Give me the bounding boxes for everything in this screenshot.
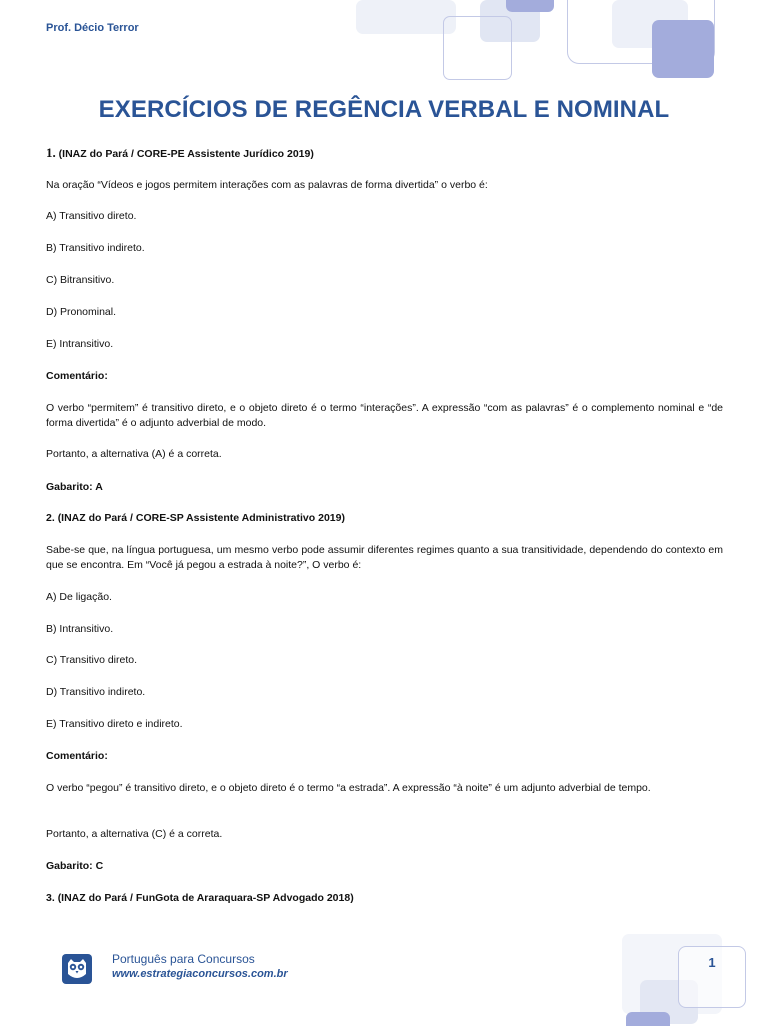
question-statement: Na oração “Vídeos e jogos permitem interações com as palavras de forma divertida” o verbo é:: [46, 179, 488, 191]
footer-url-link[interactable]: www.estrategiaconcursos.com.br: [112, 968, 288, 980]
option-item: C) Bitransitivo.: [46, 274, 115, 286]
option-item: B) Intransitivo.: [46, 623, 114, 635]
answer-key: Gabarito: C: [46, 860, 104, 872]
question-number: 1.: [46, 145, 56, 160]
header-decoration-accent: [652, 20, 714, 78]
header-decoration-block: [356, 0, 456, 34]
question-heading: [46, 145, 314, 162]
option-item: A) De ligação.: [46, 591, 112, 603]
option-item: A) Transitivo direto.: [46, 210, 137, 222]
owl-logo-icon: [62, 954, 92, 984]
footer-brand: Português para Concursos: [112, 952, 255, 966]
conclusion-text: Portanto, a alternativa (A) é a correta.: [46, 448, 222, 460]
question-source: (INAZ do Pará / CORE-PE Assistente Jurídico 2019): [58, 148, 314, 160]
question-number: 3.: [46, 892, 55, 904]
question-source: (INAZ do Pará / FunGota de Araraquara-SP Advogado 2018): [57, 892, 354, 904]
answer-key: Gabarito: A: [46, 481, 103, 493]
option-item: B) Transitivo indireto.: [46, 242, 145, 254]
header-decoration-outline: [443, 16, 512, 80]
comment-label: Comentário:: [46, 370, 108, 382]
question-source: (INAZ do Pará / CORE-SP Assistente Administrativo 2019): [57, 512, 345, 524]
page-number: 1: [708, 955, 716, 970]
comment-label: Comentário:: [46, 750, 108, 762]
author-name: Prof. Décio Terror: [46, 22, 139, 34]
header-decoration-accent: [506, 0, 554, 12]
question-heading: [46, 891, 354, 906]
option-item: D) Pronominal.: [46, 306, 117, 318]
question-number: 2.: [46, 512, 55, 524]
page-number-box: [678, 946, 746, 1008]
option-item: C) Transitivo direto.: [46, 654, 138, 666]
question-heading: [46, 511, 345, 526]
comment-text: O verbo “pegou” é transitivo direto, e o objeto direto é o termo “a estrada”. A expressão “à noite” é um adjunto adverbial de tempo.: [46, 782, 651, 794]
option-item: E) Intransitivo.: [46, 338, 114, 350]
conclusion-text: Portanto, a alternativa (C) é a correta.: [46, 828, 223, 840]
option-item: D) Transitivo indireto.: [46, 686, 146, 698]
question-statement: Sabe-se que, na língua portuguesa, um mesmo verbo pode assumir diferentes regimes quanto a sua transitividade, dependendo do contexto em que se encontra. Em “Você já pegou a estrada à noite?”, O verbo é:: [46, 544, 723, 571]
page-title: EXERCÍCIOS DE REGÊNCIA VERBAL E NOMINAL: [98, 96, 670, 123]
option-item: E) Transitivo direto e indireto.: [46, 718, 183, 730]
comment-text: O verbo “permitem” é transitivo direto, e o objeto direto é o termo “interações”. A expressão “com as palavras” é o complemento nominal e “de forma divertida” é o adjunto adverbial de modo.: [46, 402, 723, 429]
